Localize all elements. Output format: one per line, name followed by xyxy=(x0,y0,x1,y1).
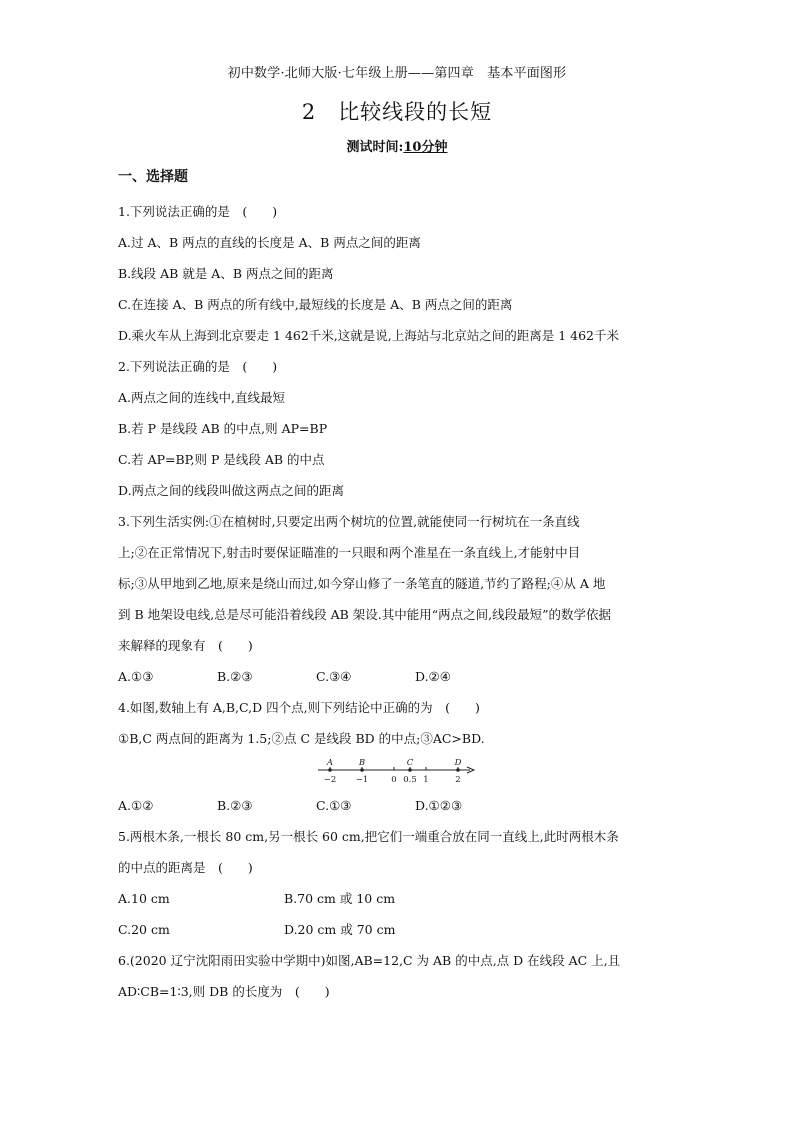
q3-line-2: 上;②在正常情况下,射击时要保证瞄准的一只眼和两个准星在一条直线上,才能射中目 xyxy=(118,545,581,560)
q2-option-a: A.两点之间的连线中,直线最短 xyxy=(118,390,285,405)
number-line-tick-label: −1 xyxy=(355,775,369,785)
q1-option-d: D.乘火车从上海到北京要走 1 462千米,这就是说,上海站与北京站之间的距离是 1 462千米 xyxy=(118,328,620,343)
q3-options xyxy=(118,661,678,692)
number-line xyxy=(312,756,482,786)
number-line-tick-label: 1 xyxy=(423,775,429,785)
q4-conditions: ①B,C 两点间的距离为 1.5;②点 C 是线段 BD 的中点;③AC>BD. xyxy=(118,731,485,746)
q3-option-d: D.②④ xyxy=(415,669,451,684)
lesson-number: 2 xyxy=(301,100,317,124)
test-time-value: 10分钟 xyxy=(403,140,448,155)
number-line-point-a xyxy=(328,768,332,772)
q5-option-b: B.70 cm 或 10 cm xyxy=(284,891,396,906)
number-line-point-d xyxy=(456,768,460,772)
q6-line-2: AD∶CB=1∶3,则 DB 的长度为 ( ) xyxy=(118,984,330,999)
q4-option-d: D.①②③ xyxy=(415,798,463,813)
q1-option-a: A.过 A、B 两点的直线的长度是 A、B 两点之间的距离 xyxy=(118,235,421,250)
q1-stem: 1.下列说法正确的是 ( ) xyxy=(118,204,278,219)
q4-option-a: A.①② xyxy=(118,798,154,813)
q5-options-row-1 xyxy=(118,883,678,914)
number-line-point-label: C xyxy=(406,758,414,768)
q5-line-1: 5.两根木条,一根长 80 cm,另一根长 60 cm,把它们一端重合放在同一直线上,此时两根木条 xyxy=(118,829,619,844)
q3-option-b: B.②③ xyxy=(217,669,253,684)
section-title: 一、选择题 xyxy=(118,169,188,185)
q4-options xyxy=(118,790,678,821)
q1-option-b: B.线段 AB 就是 A、B 两点之间的距离 xyxy=(118,266,334,281)
q2-option-d: D.两点之间的线段叫做这两点之间的距离 xyxy=(118,483,345,498)
q3-line-1: 3.下列生活实例:①在植树时,只要定出两个树坑的位置,就能使同一行树坑在一条直线 xyxy=(118,514,580,529)
number-line-tick-label: −2 xyxy=(323,775,337,785)
number-line-point-b xyxy=(360,768,364,772)
number-line-point-c xyxy=(408,768,412,772)
lesson-title xyxy=(0,96,794,126)
lesson-title-text: 比较线段的长短 xyxy=(338,100,493,124)
number-line-tick-label: 2 xyxy=(455,775,461,785)
q6-line-1: 6.(2020 辽宁沈阳雨田实验中学期中)如图,AB=12,C 为 AB 的中点,点 D 在线段 AC 上,且 xyxy=(118,953,621,968)
test-time xyxy=(0,136,794,155)
q3-line-4: 到 B 地架设电线,总是尽可能沿着线段 AB 架设.其中能用“两点之间,线段最短”的数学依据 xyxy=(118,607,611,622)
q2-option-b: B.若 P 是线段 AB 的中点,则 AP=BP xyxy=(118,421,328,436)
q2-stem: 2.下列说法正确的是 ( ) xyxy=(118,359,278,374)
q5-line-2: 的中点的距离是 ( ) xyxy=(118,860,253,875)
q5-option-c: C.20 cm xyxy=(118,922,170,937)
q5-option-d: D.20 cm 或 70 cm xyxy=(284,922,396,937)
test-time-label: 测试时间: xyxy=(346,140,404,155)
q4-stem: 4.如图,数轴上有 A,B,C,D 四个点,则下列结论中正确的为 ( ) xyxy=(118,700,480,715)
number-line-figure xyxy=(118,756,678,786)
number-line-point-label: B xyxy=(358,758,366,768)
q3-option-c: C.③④ xyxy=(316,669,352,684)
number-line-tick-label: 0 xyxy=(391,775,397,785)
number-line-point-label: A xyxy=(326,758,334,768)
page-header: 初中数学·北师大版·七年级上册——第四章 基本平面图形 xyxy=(227,66,567,81)
q2-option-c: C.若 AP=BP,则 P 是线段 AB 的中点 xyxy=(118,452,325,467)
q3-line-5: 来解释的现象有 ( ) xyxy=(118,638,253,653)
number-line-point-label: D xyxy=(454,758,462,768)
q3-line-3: 标;③从甲地到乙地,原来是绕山而过,如今穿山修了一条笔直的隧道,节约了路程;④从 A 地 xyxy=(118,576,606,591)
q5-options-row-2 xyxy=(118,914,678,945)
q5-option-a: A.10 cm xyxy=(118,891,170,906)
q1-option-c: C.在连接 A、B 两点的所有线中,最短线的长度是 A、B 两点之间的距离 xyxy=(118,297,513,312)
q4-option-c: C.①③ xyxy=(316,798,352,813)
number-line-tick-label: 0.5 xyxy=(403,775,417,785)
q3-option-a: A.①③ xyxy=(118,669,154,684)
question-list xyxy=(118,164,678,1007)
q4-option-b: B.②③ xyxy=(217,798,253,813)
